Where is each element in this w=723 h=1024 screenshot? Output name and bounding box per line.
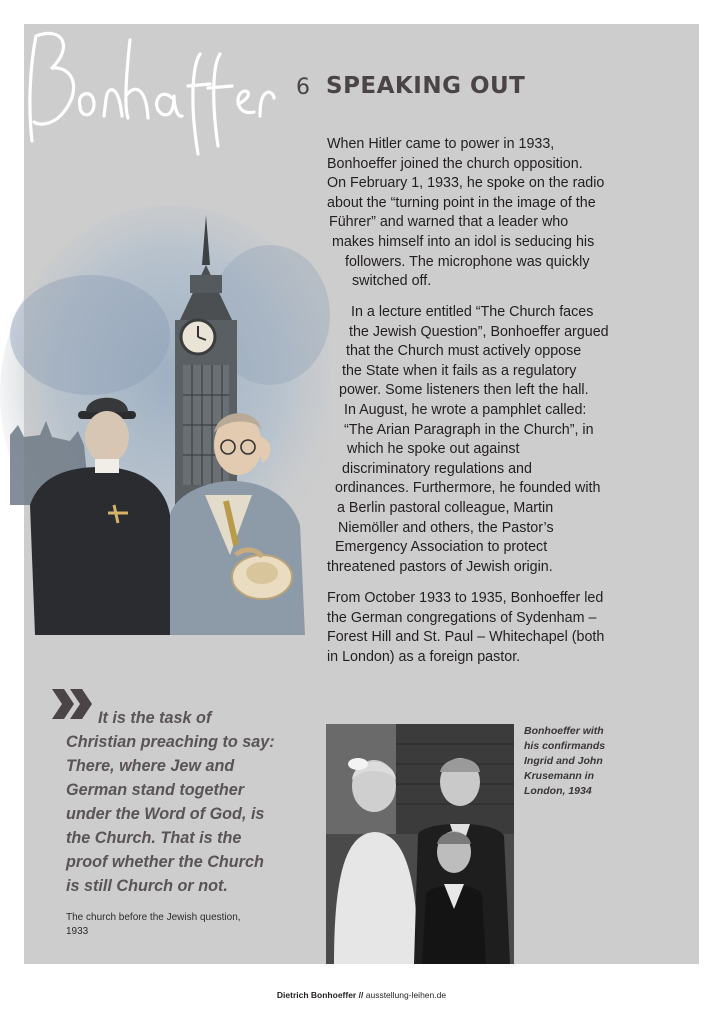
paragraph-line: Bonhoeffer joined the church opposition. bbox=[327, 155, 583, 172]
footer-separator: // bbox=[358, 990, 364, 1000]
caption-line: London, 1934 bbox=[524, 785, 592, 797]
paragraph-line: in London) as a foreign pastor. bbox=[327, 648, 521, 665]
paragraph-line: Niemöller and others, the Pastor’s bbox=[338, 519, 554, 536]
paragraph-line: power. Some listeners then left the hall. bbox=[339, 382, 589, 399]
paragraph-line: followers. The microphone was quickly bbox=[345, 253, 590, 270]
paragraph-line: “The Arian Paragraph in the Church”, in bbox=[344, 421, 594, 438]
paragraph-line: about the “turning point in the image of the bbox=[327, 194, 596, 211]
chapter-title: SPEAKING OUT bbox=[326, 73, 526, 99]
quote-line: Christian preaching to say: bbox=[66, 733, 275, 751]
caption-line: Bonhoeffer with bbox=[524, 725, 604, 737]
paragraph-line: the German congregations of Sydenham – bbox=[327, 609, 597, 626]
paragraph-line: makes himself into an idol is seducing his bbox=[332, 233, 595, 250]
paragraph-2 bbox=[327, 303, 609, 577]
paragraph-line: From October 1933 to 1935, Bonhoeffer led bbox=[327, 590, 604, 606]
paragraph-line: discriminatory regulations and bbox=[342, 460, 532, 477]
paragraph-line: the Jewish Question”, Bonhoeffer argued bbox=[349, 323, 609, 340]
quote-line: German stand together bbox=[66, 781, 245, 799]
paragraph-line: which he spoke out against bbox=[347, 441, 520, 458]
caption-line: Krusemann in bbox=[524, 770, 595, 782]
quote-line: It is the task of bbox=[98, 709, 212, 727]
quote-source-line: The church before the Jewish question, bbox=[66, 912, 241, 923]
paragraph-line: Führer” and warned that a leader who bbox=[329, 214, 569, 231]
quote-source bbox=[66, 911, 241, 939]
paragraph-line: switched off. bbox=[352, 273, 432, 290]
photo-caption bbox=[524, 724, 605, 799]
quote-line: There, where Jew and bbox=[66, 757, 235, 775]
paragraph-line: the State when it fails as a regulatory bbox=[342, 362, 577, 379]
paragraph-line: ordinances. Furthermore, he founded with bbox=[335, 480, 601, 497]
quote-line: proof whether the Church bbox=[66, 853, 264, 871]
paragraph-1 bbox=[327, 135, 604, 292]
pull-quote bbox=[66, 706, 306, 898]
footer-website: ausstellung-leihen.de bbox=[365, 990, 447, 1000]
illustration-big-ben bbox=[0, 205, 330, 645]
quote-line: the Church. That is the bbox=[66, 829, 242, 847]
paragraph-line: When Hitler came to power in 1933, bbox=[327, 136, 555, 152]
quote-source-line: 1933 bbox=[66, 926, 89, 937]
paragraph-line: In a lecture entitled “The Church faces bbox=[351, 304, 594, 320]
paragraph-line: Forest Hill and St. Paul – Whitechapel (both bbox=[327, 629, 605, 646]
paragraph-line: a Berlin pastoral colleague, Martin bbox=[337, 499, 554, 516]
paragraph-line: Emergency Association to protect bbox=[335, 539, 548, 556]
chapter-number: 6 bbox=[296, 75, 310, 100]
paragraph-line: threatened pastors of Jewish origin. bbox=[327, 558, 553, 575]
bonhoeffer-signature bbox=[22, 26, 277, 156]
paragraph-line: On February 1, 1933, he spoke on the radio bbox=[327, 175, 605, 192]
quote-line: under the Word of God, is bbox=[66, 805, 265, 823]
paragraph-3 bbox=[327, 589, 604, 667]
caption-line: his confirmands bbox=[524, 740, 606, 752]
quote-line: is still Church or not. bbox=[66, 877, 228, 895]
photo-confirmands bbox=[326, 724, 514, 964]
caption-line: Ingrid and John bbox=[524, 755, 603, 767]
footer-name: Dietrich Bonhoeffer bbox=[276, 990, 357, 1000]
page-footer bbox=[0, 990, 723, 1000]
paragraph-line: In August, he wrote a pamphlet called: bbox=[344, 401, 587, 418]
paragraph-line: that the Church must actively oppose bbox=[346, 343, 582, 360]
